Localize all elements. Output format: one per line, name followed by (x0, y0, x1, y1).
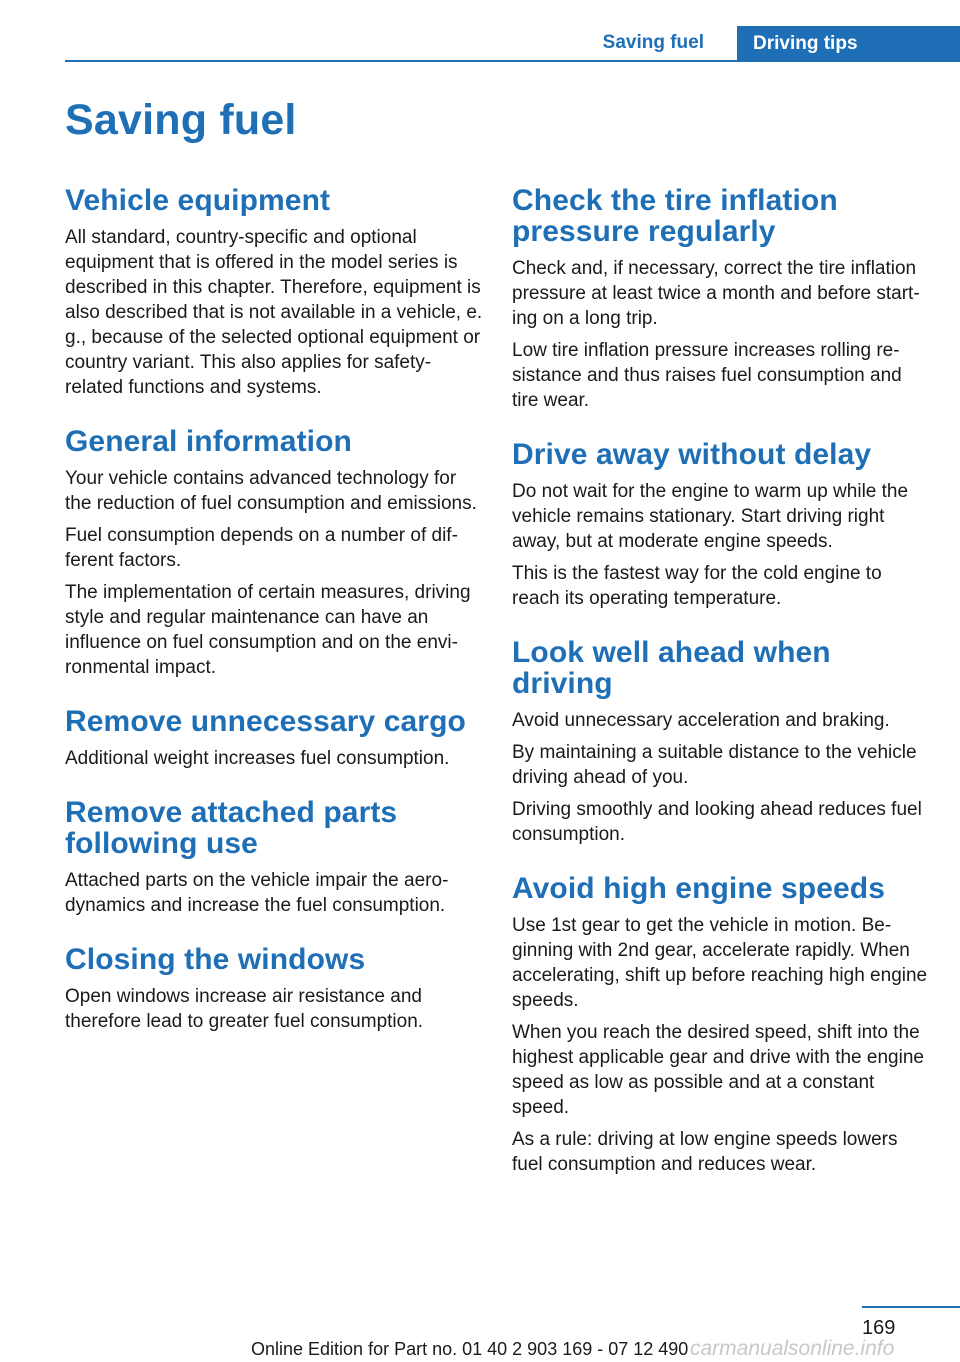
page-title: Saving fuel (65, 96, 297, 144)
section-heading: Avoid high engine speeds (512, 872, 886, 905)
paragraph: Use 1st gear to get the vehicle in motion. Beginning with 2nd gear, accelerate rapidly. When accelerating, shift up before reaching high engine speeds. (512, 915, 928, 1011)
online-edition-note: Online Edition for Part no. 01 40 2 903 169 - 07 12 490 (251, 1339, 689, 1359)
paragraph: Driving smoothly and looking ahead reduces fuel consumption. (512, 799, 922, 845)
paragraph: Check and, if necessary, correct the tire inflation pressure at least twice a month and before starting on a long trip. (512, 258, 920, 329)
header-tab-driving-tips[interactable]: Driving tips (737, 26, 960, 62)
paragraph: Attached parts on the vehicle impair the aerodynamics and increase the fuel consumption. (65, 870, 449, 916)
header-divider (65, 60, 960, 62)
section-heading: Check the tire inflation pressure regularly (512, 184, 838, 248)
section-vehicle-equipment (65, 185, 483, 400)
section-heading: Drive away without delay (512, 438, 872, 471)
left-column (65, 185, 483, 1060)
paragraph: When you reach the desired speed, shift into the highest applicable gear and drive with the engine speed as low as possible and at a constant speed. (512, 1022, 924, 1118)
paragraph: Low tire inflation pressure increases rolling resistance and thus raises fuel consumption and tire wear. (512, 340, 902, 411)
section-remove-attached-parts (65, 797, 483, 918)
paragraph: Your vehicle contains advanced technology for the reduction of fuel consumption and emissions. (65, 468, 477, 514)
section-heading: Look well ahead when driving (512, 636, 831, 700)
section-heading: Closing the windows (65, 943, 366, 976)
section-remove-unnecessary-cargo (65, 706, 483, 771)
section-heading: Vehicle equipment (65, 184, 331, 217)
section-closing-the-windows (65, 944, 483, 1034)
section-check-tire-pressure (512, 185, 930, 413)
paragraph: Fuel consumption depends on a number of different factors. (65, 525, 458, 571)
right-column (512, 185, 930, 1203)
header-tab-saving-fuel[interactable]: Saving fuel (602, 32, 704, 53)
paragraph: As a rule: driving at low engine speeds lowers fuel consumption and reduces wear. (512, 1129, 898, 1175)
section-heading: Remove attached parts following use (65, 796, 398, 860)
paragraph: Open windows increase air resistance and therefore lead to greater fuel consumption. (65, 986, 424, 1032)
paragraph: All standard, country-specific and optional equipment that is offered in the model series is described in this chapter. Therefore, equipment is also described that is not available in a vehicle, e. g., because of the selected optional equipment or country variant. This also applies for safety-related functions and systems. (65, 227, 483, 398)
page-header (0, 0, 960, 62)
page-number: 169 (862, 1317, 896, 1339)
section-general-information (65, 426, 483, 680)
section-avoid-high-engine-speeds (512, 873, 930, 1177)
section-drive-away-without-delay (512, 439, 930, 611)
section-heading: General information (65, 425, 352, 458)
footer-divider (862, 1306, 960, 1308)
paragraph: The implementation of certain measures, driving style and regular maintenance can have an influence on fuel consumption and on the environmental impact. (65, 582, 471, 678)
paragraph: Avoid unnecessary acceleration and braking. (512, 710, 890, 731)
paragraph: This is the fastest way for the cold engine to reach its operating temperature. (512, 563, 882, 609)
paragraph: By maintaining a suitable distance to the vehicle driving ahead of you. (512, 742, 917, 788)
paragraph: Additional weight increases fuel consumption. (65, 748, 450, 769)
section-heading: Remove unnecessary cargo (65, 705, 466, 738)
paragraph: Do not wait for the engine to warm up while the vehicle remains stationary. Start driving right away, but at moderate engine speeds. (512, 481, 909, 552)
section-look-well-ahead (512, 637, 930, 847)
watermark: carmanualsonline.info (690, 1337, 895, 1360)
